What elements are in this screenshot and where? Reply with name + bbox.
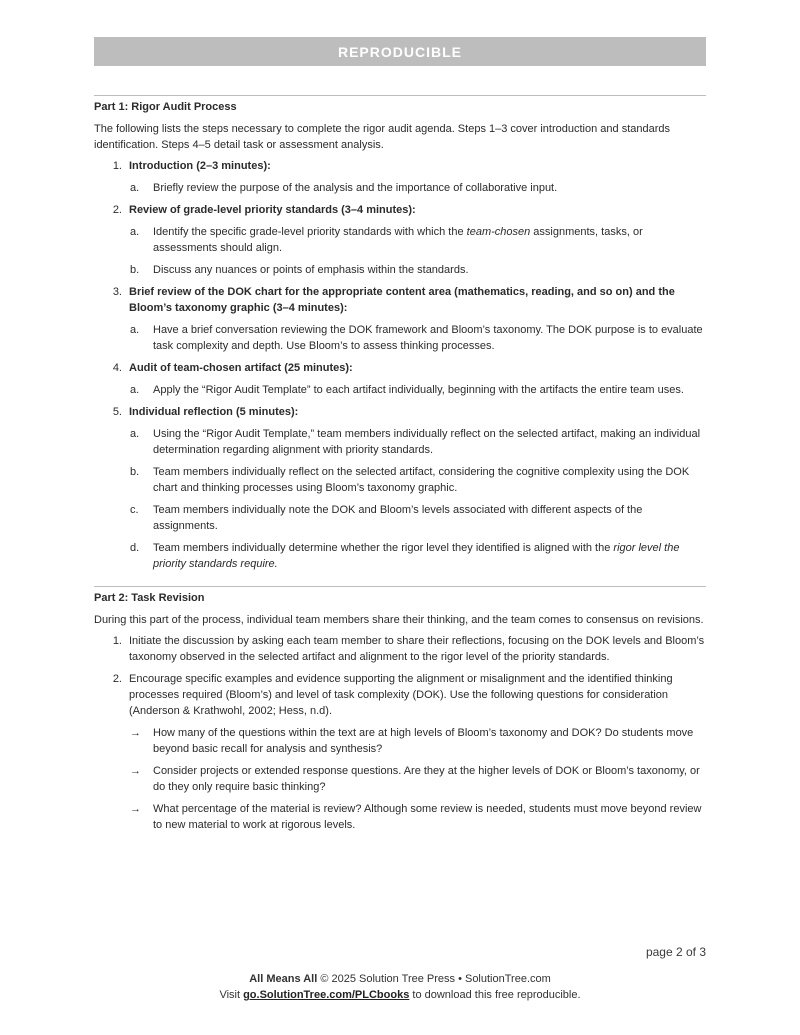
substep-2b xyxy=(94,262,706,278)
arrow-right-icon: → xyxy=(130,727,141,739)
substep-text: Briefly review the purpose of the analysis and the importance of collaborative input. xyxy=(153,182,558,194)
visit-suffix: to download this free reproducible. xyxy=(409,989,581,1001)
substep-letter: a. xyxy=(130,384,140,396)
step-number: 2. xyxy=(112,673,122,685)
substep-letter: d. xyxy=(130,542,140,554)
substep-3a xyxy=(94,322,706,354)
substep-text-pre: Team members individually determine whether the rigor level they identified is aligned with the xyxy=(153,542,614,554)
substep-text-pre: Identify the specific grade-level priority standards with which the xyxy=(153,226,467,238)
step-3 xyxy=(94,284,706,316)
substep-text: Discuss any nuances or points of emphasis within the standards. xyxy=(153,264,469,276)
substep-text: Have a brief conversation reviewing the DOK framework and Bloom’s taxonomy. The DOK purpose is to evaluate task complexity and depth. Use Bloom’s to assess thinking processes. xyxy=(153,324,703,352)
step-number: 2. xyxy=(112,204,122,216)
step-text: Encourage specific examples and evidence supporting the alignment or misalignment and the identified thinking processes required (Bloom’s) and level of task complexity (DOK). Use the following questions for consideration (Anderson & Krathwohl, 2002; Hess, n.d). xyxy=(129,673,673,717)
step-5 xyxy=(94,404,706,420)
substep-text: Using the “Rigor Audit Template,” team members individually reflect on the selected artifact, making an individual determination regarding alignment with priority standards. xyxy=(153,428,701,456)
substep-letter: a. xyxy=(130,226,140,238)
substep-text: Team members individually note the DOK and Bloom’s levels associated with different aspects of the assignments. xyxy=(153,504,643,532)
step-number: 3. xyxy=(112,286,122,298)
substep-text: Team members individually reflect on the selected artifact, considering the cognitive complexity using the DOK chart and thinking processes using Bloom’s taxonomy graphic. xyxy=(153,466,690,494)
step-number: 4. xyxy=(112,362,122,374)
part2-heading: Part 2: Task Revision xyxy=(94,592,205,604)
step-number: 1. xyxy=(112,160,122,172)
question-item xyxy=(94,725,706,757)
step-number: 5. xyxy=(112,406,122,418)
substep-1a xyxy=(94,180,706,196)
step-title: Introduction (2–3 minutes): xyxy=(129,160,271,172)
step-title: Review of grade-level priority standards (3–4 minutes): xyxy=(129,204,416,216)
footer-copyright-line xyxy=(0,973,800,985)
download-link[interactable]: go.SolutionTree.com/PLCbooks xyxy=(243,989,410,1001)
part2-step-1 xyxy=(94,633,706,665)
document-body xyxy=(94,95,706,833)
visit-prefix: Visit xyxy=(219,989,244,1001)
substep-text-emphasis: team-chosen xyxy=(466,226,531,238)
copyright-text: © 2025 Solution Tree Press • SolutionTree.com xyxy=(317,973,551,985)
question-item xyxy=(94,801,706,833)
question-item xyxy=(94,763,706,795)
reproducible-banner: REPRODUCIBLE xyxy=(94,37,706,66)
question-text: How many of the questions within the text are at high levels of Bloom’s taxonomy and DOK? Do students move beyond basic recall for analysis and synthesis? xyxy=(153,727,694,755)
substep-5b xyxy=(94,464,706,496)
question-text: What percentage of the material is review? Although some review is needed, students must move beyond review to new material to work at rigorous levels. xyxy=(153,803,702,831)
substep-5a xyxy=(94,426,706,458)
arrow-right-icon: → xyxy=(130,765,141,777)
step-title: Audit of team-chosen artifact (25 minutes): xyxy=(129,362,353,374)
substep-letter: a. xyxy=(130,324,140,336)
substep-text: Apply the “Rigor Audit Template” to each artifact individually, beginning with the artifacts the entire team uses. xyxy=(153,384,684,396)
arrow-right-icon: → xyxy=(130,803,141,815)
substep-letter: b. xyxy=(130,466,140,478)
book-title: All Means All xyxy=(249,973,318,985)
substep-5c xyxy=(94,502,706,534)
part2-steps xyxy=(94,633,706,719)
substep-text-post: assignments, tasks, or assessments should align. xyxy=(153,226,643,254)
substep-2a xyxy=(94,224,706,256)
footer-visit-line xyxy=(0,989,800,1001)
step-4 xyxy=(94,360,706,376)
page-number: page 2 of 3 xyxy=(645,945,706,959)
substep-letter: b. xyxy=(130,264,140,276)
substep-letter: a. xyxy=(130,428,140,440)
substep-5d xyxy=(94,540,706,572)
step-title: Individual reflection (5 minutes): xyxy=(129,406,299,418)
substep-letter: a. xyxy=(130,182,140,194)
question-text: Consider projects or extended response questions. Are they at the higher levels of DOK or Bloom’s taxonomy, or do they only require basic thinking? xyxy=(153,765,700,793)
part1-heading: Part 1: Rigor Audit Process xyxy=(94,101,237,113)
part2-step-2 xyxy=(94,671,706,719)
substep-letter: c. xyxy=(130,504,139,516)
substep-text-emphasis: rigor level the priority standards require. xyxy=(153,542,680,570)
step-number: 1. xyxy=(112,635,122,647)
step-text: Initiate the discussion by asking each team member to share their reflections, focusing on the DOK levels and Bloom’s taxonomy observed in the selected artifact and alignment to the rigor level of the priority standards. xyxy=(129,635,705,663)
substep-4a xyxy=(94,382,706,398)
step-title: Brief review of the DOK chart for the appropriate content area (mathematics, reading, and so on) and the Bloom’s taxonomy graphic (3–4 minutes): xyxy=(129,286,675,314)
part1-intro: The following lists the steps necessary to complete the rigor audit agenda. Steps 1–3 cover introduction and standards identification. Steps 4–5 detail task or assessment analysis. xyxy=(94,123,671,151)
consideration-questions xyxy=(94,725,706,833)
step-2 xyxy=(94,202,706,218)
part2-intro: During this part of the process, individual team members share their thinking, and the team comes to consensus on revisions. xyxy=(94,614,704,626)
step-1 xyxy=(94,158,706,174)
part1-steps xyxy=(94,158,706,572)
